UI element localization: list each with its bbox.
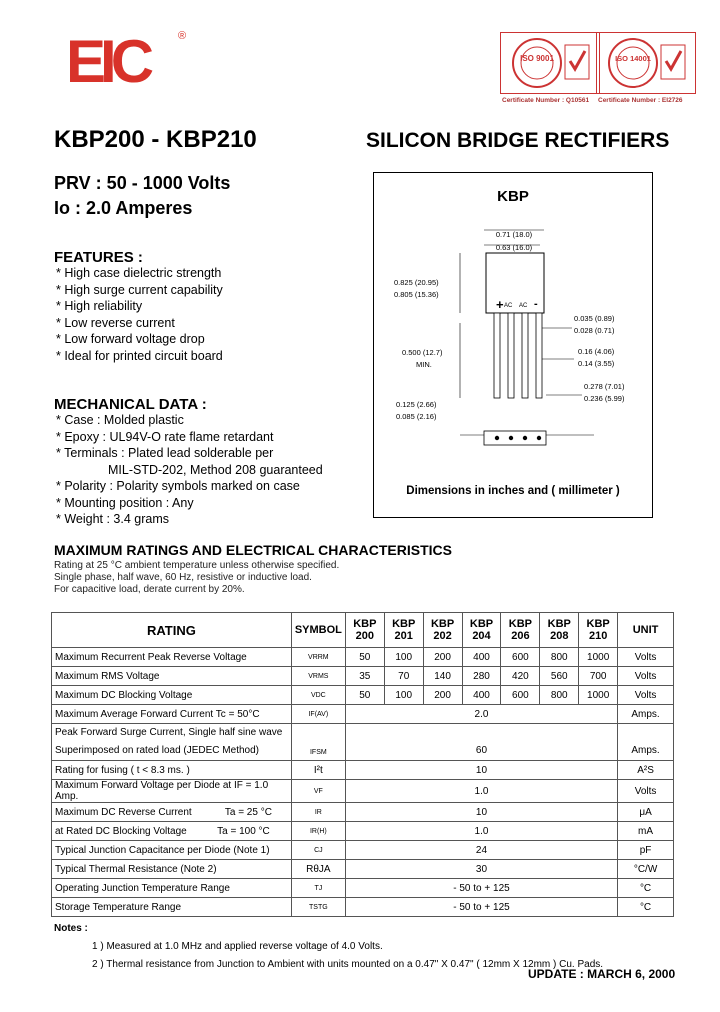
row-unit: Amps. [618,724,674,761]
mechanical-heading: MECHANICAL DATA : [54,396,207,413]
row-value: 10 [345,803,617,822]
row-rating: Maximum DC Reverse Current Ta = 25 °C [52,803,292,822]
row-symbol: TSTG [291,898,345,917]
part-number-title: KBP200 - KBP210 [54,126,257,153]
dim-lead-width-min: 0.028 (0.71) [574,326,615,335]
dimensions-caption: Dimensions in inches and ( millimeter ) [406,485,620,497]
row-value: 50 [345,686,384,705]
row-unit: pF [618,841,674,860]
row-unit: Volts [618,780,674,803]
row-rating: Maximum Average Forward Current Tc = 50°C [52,705,292,724]
table-row [52,667,674,686]
mech-item: MIL-STD-202, Method 208 guaranteed [108,462,323,477]
dim-pitch-min: 0.14 (3.55) [578,359,615,368]
row-value: 35 [345,667,384,686]
col-rating: RATING [52,613,292,648]
mech-item: * Mounting position : Any [56,495,194,510]
col-part-prefix: KBP [469,618,494,630]
col-part-number: 206 [511,630,530,642]
row-rating: Maximum RMS Voltage [52,667,292,686]
notes-heading: Notes : [54,923,88,934]
condition-line: Single phase, half wave, 60 Hz, resistive or inductive load. [54,572,312,583]
mechanical-list [56,412,323,528]
pin-plus: + [496,297,504,312]
pin-ac1: AC [504,303,513,309]
features-list [56,265,223,364]
table-row [52,648,674,667]
table-row [52,686,674,705]
row-rating: Typical Thermal Resistance (Note 2) [52,860,292,879]
row-value: 10 [345,761,617,780]
note-item: 1 ) Measured at 1.0 MHz and applied reverse voltage of 4.0 Volts. [92,941,383,952]
table-row [52,898,674,917]
condition-line: For capacitive load, derate current by 20%. [54,584,245,595]
iso14001-cert-badge [596,32,696,94]
iso9001-seal-icon [501,33,599,93]
dim-span-max: 0.278 (7.01) [584,382,625,391]
note-item: 2 ) Thermal resistance from Junction to Ambient with units mounted on a 0.47" X 0.47" ( 12mm X 12mm ) Cu. Pads. [92,959,604,970]
row-value: 50 [345,648,384,667]
iso14001-badge-text: ISO 14001 [615,54,651,63]
row-symbol: I²t [291,761,345,780]
row-value: 1.0 [345,822,617,841]
mech-item: * Terminals : Plated lead solderable per [56,446,274,460]
iso9001-badge-text: ISO 9001 [520,54,554,63]
col-part-prefix: KBP [547,618,571,630]
table-row [52,860,674,879]
package-dimension-diagram [373,172,653,518]
col-unit: UNIT [618,613,674,648]
row-rating: Maximum DC Blocking Voltage [52,686,292,705]
row-value: 280 [462,667,501,686]
package-name: KBP [497,188,529,205]
row-value: 600 [501,648,540,667]
row-value: 800 [540,648,579,667]
row-value: 2.0 [345,705,617,724]
row-value: 70 [384,667,423,686]
col-kbp200 [345,613,384,648]
row-unit: A²S [618,761,674,780]
row-rating-line: Superimposed on rated load (JEDEC Method) [55,745,259,756]
row-value: 24 [345,841,617,860]
row-unit: mA [618,822,674,841]
row-symbol: IFSM [291,724,345,761]
row-rating: Maximum Recurrent Peak Reverse Voltage [52,648,292,667]
row-value: 700 [579,667,618,686]
col-part-prefix: KBP [586,618,610,630]
table-row [52,705,674,724]
ratings-conditions [54,560,339,596]
row-unit: μA [618,803,674,822]
dim-height-min: 0.805 (15.36) [394,290,439,299]
col-part-number: 208 [550,630,569,642]
row-rating: at Rated DC Blocking Voltage Ta = 100 °C [52,822,292,841]
row-value: 60 [345,724,617,761]
mech-item: * Weight : 3.4 grams [56,512,170,526]
row-unit: Volts [618,648,674,667]
row-value: 100 [384,648,423,667]
feature-item: * High reliability [56,299,143,313]
feature-item: * High surge current capability [56,282,223,297]
ratings-heading: MAXIMUM RATINGS AND ELECTRICAL CHARACTERISTICS [54,542,452,558]
row-unit: Amps. [618,705,674,724]
row-rating: Typical Junction Capacitance per Diode (Note 1) [52,841,292,860]
notes-section [54,920,603,974]
table-row [52,724,674,761]
row-symbol: IR [291,803,345,822]
table-header-row [52,613,674,648]
row-value: 1.0 [345,780,617,803]
pin-minus: - [534,298,538,310]
col-symbol: SYMBOL [291,613,345,648]
col-part-prefix: KBP [430,618,455,630]
condition-line: Rating at 25 °C ambient temperature unless otherwise specified. [54,560,340,571]
dim-span-min: 0.236 (5.99) [584,394,625,403]
row-value: 1000 [579,686,618,705]
feature-item: * Low forward voltage drop [56,332,205,346]
mech-item: * Case : Molded plastic [56,413,184,427]
iso14001-seal-icon [597,33,695,93]
product-title: SILICON BRIDGE RECTIFIERS [366,129,670,152]
row-rating: Maximum Forward Voltage per Diode at IF = 1.0 Amp. [52,780,292,803]
row-symbol: VRMS [291,667,345,686]
ratings-table [51,612,674,917]
row-rating-line: Peak Forward Surge Current, Single half sine wave [55,727,283,738]
table-row [52,841,674,860]
registered-mark: ® [178,30,187,42]
row-value: 100 [384,686,423,705]
row-value: 420 [501,667,540,686]
dim-width-max: 0.71 (18.0) [495,230,533,239]
table-row [52,879,674,898]
dim-lead-length-min: MIN. [416,360,432,369]
row-value: - 50 to + 125 [345,879,617,898]
col-part-number: 201 [394,630,413,642]
row-rating: Rating for fusing ( t < 8.3 ms. ) [52,761,292,780]
col-part-number: 202 [433,630,452,642]
col-part-prefix: KBP [353,618,377,630]
row-rating [52,724,292,761]
table-row [52,822,674,841]
row-value: 200 [423,686,462,705]
feature-item: * Low reverse current [56,315,175,330]
row-symbol: VF [291,780,345,803]
row-value: 140 [423,667,462,686]
row-symbol: IF(AV) [291,705,345,724]
row-value: 600 [501,686,540,705]
dim-lead-length: 0.500 (12.7) [402,348,443,357]
row-value: - 50 to + 125 [345,898,617,917]
row-unit: °C/W [618,860,674,879]
table-row [52,780,674,803]
row-unit: °C [618,898,674,917]
dim-thickness-min: 0.085 (2.16) [396,412,437,421]
row-symbol: IR(H) [291,822,345,841]
row-value: 400 [462,686,501,705]
row-symbol: VDC [291,686,345,705]
dim-lead-width-max: 0.035 (0.89) [574,314,615,323]
col-part-number: 210 [588,630,608,642]
pin-ac2: AC [519,303,528,309]
mech-item: * Polarity : Polarity symbols marked on case [56,479,300,493]
row-value: 560 [540,667,579,686]
col-part-prefix: KBP [508,618,532,630]
eic-logo: EIC [66,28,149,95]
row-symbol: VRRM [291,648,345,667]
dim-height-max: 0.825 (20.95) [394,278,439,287]
mech-item: * Epoxy : UL94V-O rate flame retardant [56,429,274,444]
row-value: 200 [423,648,462,667]
row-symbol: CJ [291,841,345,860]
io-spec: Io : 2.0 Amperes [54,198,193,218]
feature-item: * High case dielectric strength [56,266,222,280]
prv-spec: PRV : 50 - 1000 Volts [54,173,231,193]
row-value: 30 [345,860,617,879]
row-rating: Operating Junction Temperature Range [52,879,292,898]
voltage-current-spec [54,171,230,221]
col-part-number: 204 [472,630,491,642]
kbp-outline-drawing [374,173,652,517]
col-part-prefix: KBP [392,618,416,630]
col-kbp210 [579,613,618,648]
dim-width-min: 0.63 (16.0) [495,243,533,252]
dim-thickness-max: 0.125 (2.66) [396,400,437,409]
dim-pitch-max: 0.16 (4.06) [578,347,615,356]
col-kbp206 [501,613,540,648]
row-value: 1000 [579,648,618,667]
row-symbol: RθJA [291,860,345,879]
features-heading: FEATURES : [54,249,143,266]
update-date: UPDATE : MARCH 6, 2000 [528,967,676,981]
row-value: 800 [540,686,579,705]
iso9001-cert-number: Certificate Number : Q10561 [502,97,590,104]
table-row [52,761,674,780]
table-row [52,803,674,822]
feature-item: * Ideal for printed circuit board [56,348,223,363]
row-unit: °C [618,879,674,898]
row-unit: Volts [618,667,674,686]
col-kbp208 [540,613,579,648]
row-rating: Storage Temperature Range [52,898,292,917]
row-unit: Volts [618,686,674,705]
row-symbol: TJ [291,879,345,898]
col-kbp201 [384,613,423,648]
col-part-number: 200 [355,630,374,642]
col-kbp202 [423,613,462,648]
row-value: 400 [462,648,501,667]
iso14001-cert-number: Certificate Number : EI2726 [598,97,683,104]
iso9001-cert-badge [500,32,600,94]
col-kbp204 [462,613,501,648]
